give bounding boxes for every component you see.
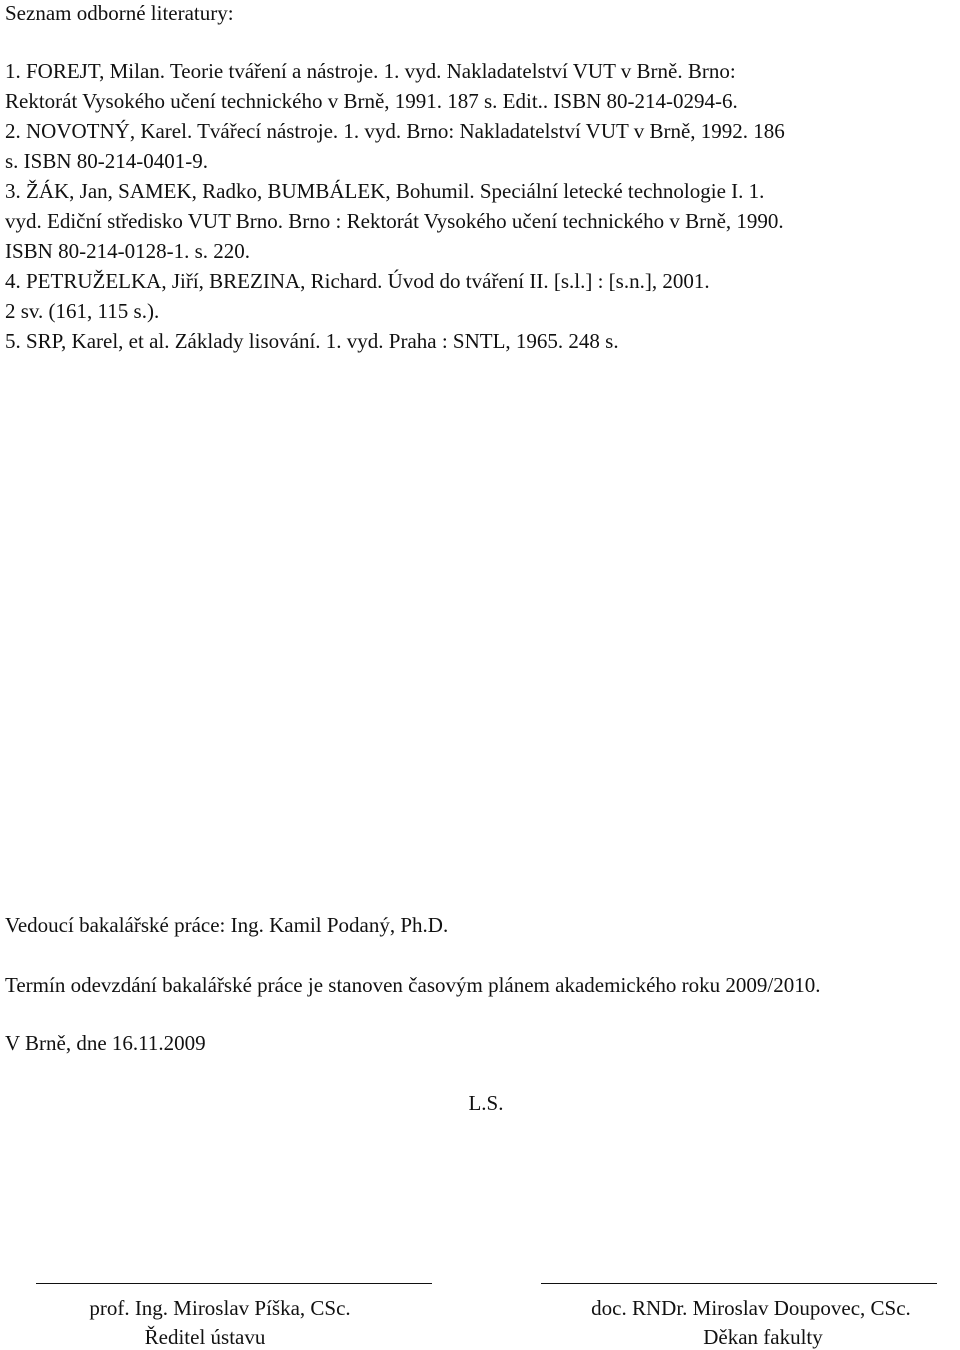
supervisor-line: Vedoucí bakalářské práce: Ing. Kamil Podaný, Ph.D. — [5, 913, 449, 937]
reference-1-line-2: Rektorát Vysokého učení technického v Brně, 1991. 187 s. Edit.. ISBN 80-214-0294-6. — [5, 89, 738, 113]
signature-right-name: doc. RNDr. Miroslav Doupovec, CSc. — [591, 1296, 911, 1320]
reference-4-line-2: 2 sv. (161, 115 s.). — [5, 299, 160, 323]
reference-3-line-1: 3. ŽÁK, Jan, SAMEK, Radko, BUMBÁLEK, Bohumil. Speciální letecké technologie I. 1. — [5, 179, 765, 203]
seal-mark: L.S. — [468, 1091, 504, 1115]
reference-2-line-1: 2. NOVOTNÝ, Karel. Tvářecí nástroje. 1. vyd. Brno: Nakladatelství VUT v Brně, 1992. 186 — [5, 119, 785, 143]
signature-left-role: Ředitel ústavu — [144, 1325, 266, 1349]
signature-left-name: prof. Ing. Miroslav Píška, CSc. — [89, 1296, 351, 1320]
reference-1-line-1: 1. FOREJT, Milan. Teorie tváření a nástroje. 1. vyd. Nakladatelství VUT v Brně. Brno: — [5, 59, 736, 83]
reference-5-line-1: 5. SRP, Karel, et al. Základy lisování. 1. vyd. Praha : SNTL, 1965. 248 s. — [5, 329, 619, 353]
signature-right-role: Děkan fakulty — [703, 1325, 823, 1349]
reference-2-line-2: s. ISBN 80-214-0401-9. — [5, 149, 208, 173]
reference-3-line-2: vyd. Ediční středisko VUT Brno. Brno : Rektorát Vysokého učení technického v Brně, 1990. — [5, 209, 784, 233]
reference-4-line-1: 4. PETRUŽELKA, Jiří, BREZINA, Richard. Úvod do tváření II. [s.l.] : [s.n.], 2001. — [5, 269, 710, 293]
signature-line-right — [541, 1283, 937, 1284]
place-date-line: V Brně, dne 16.11.2009 — [5, 1031, 206, 1055]
deadline-line: Termín odevzdání bakalářské práce je stanoven časovým plánem akademického roku 2009/2010. — [5, 973, 821, 997]
signature-line-left — [36, 1283, 432, 1284]
literature-heading: Seznam odborné literatury: — [5, 1, 234, 25]
reference-3-line-3: ISBN 80-214-0128-1. s. 220. — [5, 239, 250, 263]
